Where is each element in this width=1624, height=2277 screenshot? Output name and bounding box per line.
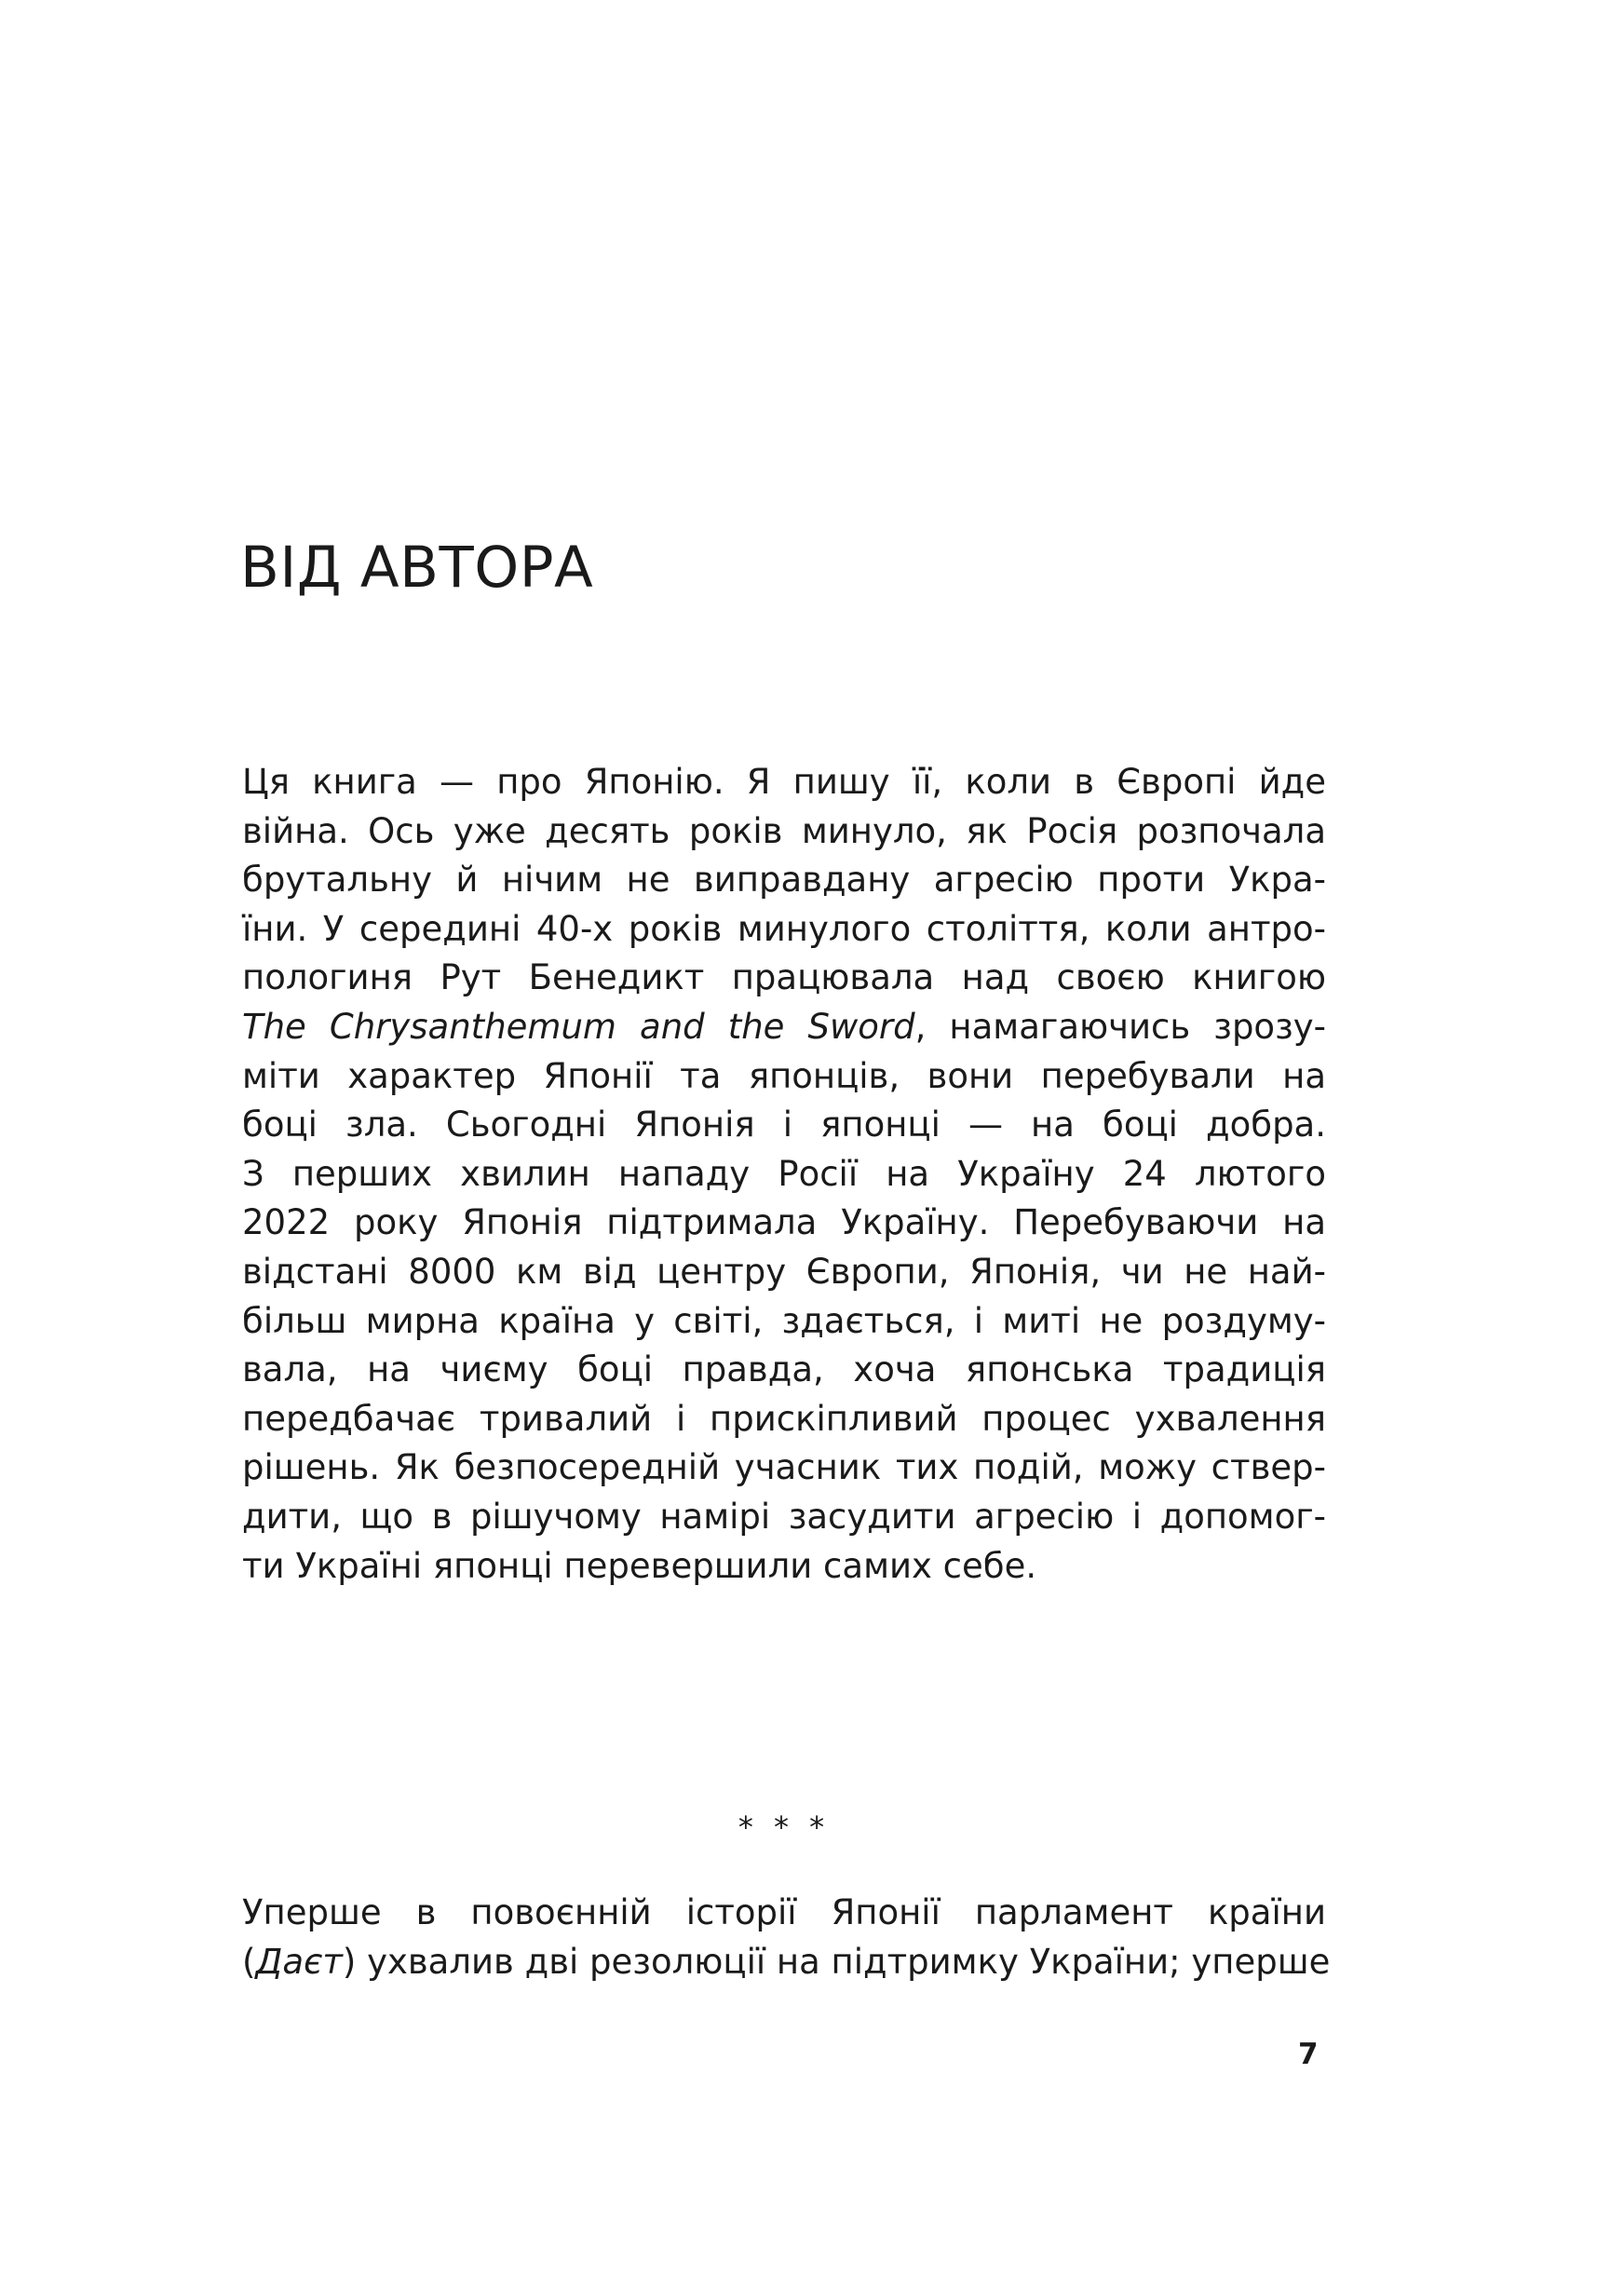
text-line: брутальну й нічим не виправдану агресію проти Укра-: [242, 860, 1326, 901]
book-title: The Chrysanthemum and the Sword: [242, 1006, 915, 1047]
section-separator: * * *: [738, 1809, 831, 1845]
text-line: їни. У середині 40-х років минулого століття, коли антро-: [242, 908, 1326, 949]
text-line: війна. Ось уже десять років минуло, як Росія розпочала: [242, 810, 1326, 851]
text-fragment: , намагаючись зрозу-: [914, 1006, 1326, 1047]
text-line: 2022 року Японія підтримала Україну. Перебуваючи на: [242, 1202, 1326, 1243]
text-fragment: ) ухвалив дві резолюції на підтримку України; уперше: [342, 1941, 1331, 1982]
text-line: З перших хвилин нападу Росії на Україну 24 лютого: [242, 1153, 1326, 1194]
text-line: міти характер Японії та японців, вони перебували на: [242, 1055, 1326, 1096]
text-line: більш мирна країна у світі, здається, і миті не роздуму-: [242, 1300, 1326, 1341]
text-line: боці зла. Сьогодні Японія і японці — на боці добра.: [242, 1105, 1326, 1145]
paragraph-2: [242, 1889, 1331, 1986]
page-number: 7: [1298, 2038, 1319, 2071]
text-line: Уперше в повоєнній історії Японії парламент країни: [242, 1892, 1326, 1932]
italic-term: Даєт: [255, 1941, 343, 1982]
text-line: дити, що в рішучому намірі засудити агресію і допомог-: [242, 1496, 1326, 1537]
text-line: Ця книга — про Японію. Я пишу її, коли в Європі йде: [242, 762, 1326, 802]
text-line: рішень. Як безпосередній учасник тих подій, можу ствер-: [242, 1447, 1326, 1488]
paragraph-1: [242, 758, 1326, 1591]
text-fragment: (: [242, 1941, 256, 1982]
text-line: вала, на чиєму боці правда, хоча японська традиція: [242, 1349, 1326, 1390]
text-line: пологиня Рут Бенедикт працювала над своєю книгою: [242, 957, 1326, 998]
text-line-last: ти Україні японці перевершили самих себе.: [242, 1545, 1037, 1586]
text-line-with-book-title: [242, 1003, 1326, 1052]
text-line: передбачає тривалий і прискіпливий процес ухвалення: [242, 1398, 1326, 1439]
chapter-title: ВІД АВТОРА: [240, 535, 594, 601]
text-line-with-term: [242, 1938, 1331, 1987]
text-line: відстані 8000 км від центру Європи, Японія, чи не най-: [242, 1251, 1326, 1292]
